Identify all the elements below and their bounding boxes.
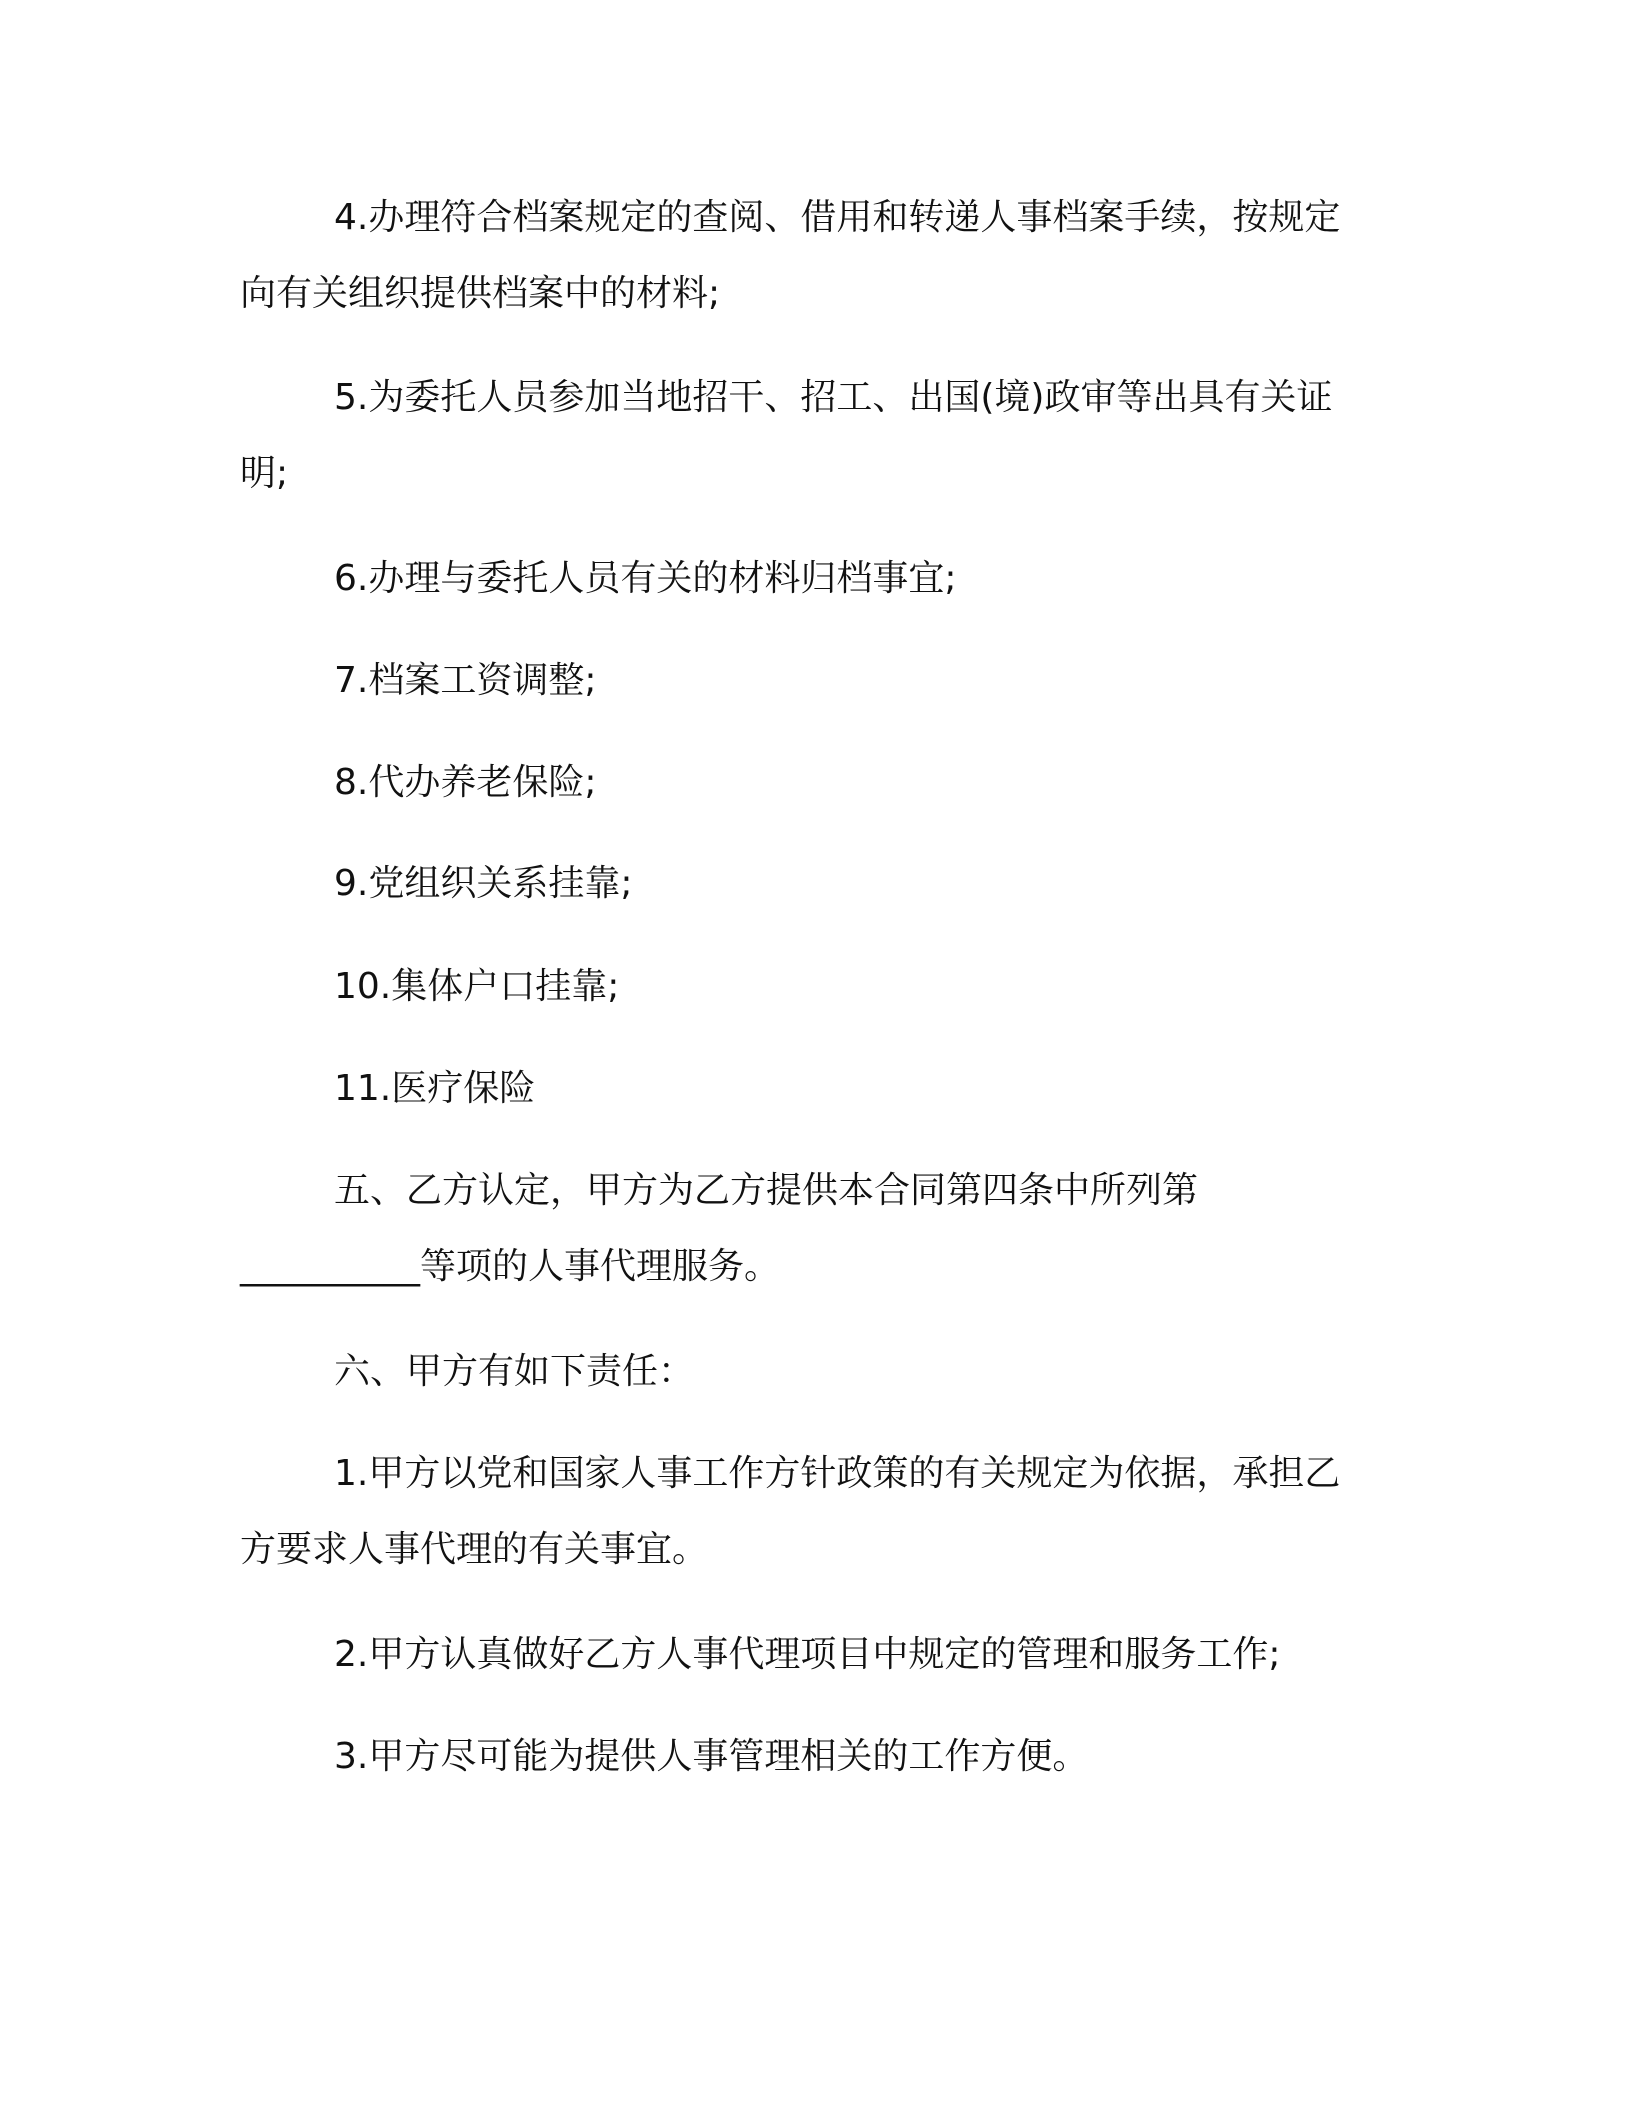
paragraph-line: 10.集体户口挂靠; bbox=[334, 966, 620, 1007]
paragraph-duty-3 bbox=[240, 1719, 1380, 1795]
paragraph-item-5 bbox=[240, 360, 1380, 512]
paragraph-line: 7.档案工资调整; bbox=[334, 660, 597, 701]
paragraph-item-11 bbox=[240, 1051, 1380, 1127]
paragraph-item-9 bbox=[240, 846, 1380, 922]
paragraph-line: 五、乙方认定，甲方为乙方提供本合同第四条中所列第 bbox=[334, 1170, 1199, 1211]
paragraph-item-4 bbox=[240, 180, 1380, 332]
paragraph-duty-1 bbox=[240, 1436, 1380, 1588]
paragraph-item-10 bbox=[240, 949, 1380, 1025]
paragraph-item-8 bbox=[240, 745, 1380, 821]
paragraph-duty-2 bbox=[240, 1617, 1380, 1693]
paragraph-line: 方要求人事代理的有关事宜。 bbox=[240, 1529, 709, 1570]
paragraph-line: 5.为委托人员参加当地招干、招工、出国(境)政审等出具有关证 bbox=[334, 377, 1333, 418]
paragraph-line: __________等项的人事代理服务。 bbox=[240, 1246, 781, 1287]
paragraph-item-7 bbox=[240, 643, 1380, 719]
paragraph-line: 11.医疗保险 bbox=[334, 1068, 536, 1109]
paragraph-line: 明; bbox=[240, 453, 289, 494]
paragraph-line: 2.甲方认真做好乙方人事代理项目中规定的管理和服务工作; bbox=[334, 1634, 1281, 1675]
paragraph-section-5 bbox=[240, 1153, 1380, 1305]
paragraph-line: 1.甲方以党和国家人事工作方针政策的有关规定为依据，承担乙 bbox=[334, 1453, 1341, 1494]
paragraph-line: 向有关组织提供档案中的材料; bbox=[240, 273, 721, 314]
paragraph-line: 8.代办养老保险; bbox=[334, 762, 597, 803]
paragraph-line: 4.办理符合档案规定的查阅、借用和转递人事档案手续，按规定 bbox=[334, 197, 1341, 238]
paragraph-item-6 bbox=[240, 541, 1380, 617]
paragraph-line: 9.党组织关系挂靠; bbox=[334, 863, 633, 904]
paragraph-section-6 bbox=[240, 1334, 1380, 1410]
paragraph-line: 3.甲方尽可能为提供人事管理相关的工作方便。 bbox=[334, 1736, 1089, 1777]
paragraph-line: 六、甲方有如下责任： bbox=[334, 1351, 695, 1392]
paragraph-line: 6.办理与委托人员有关的材料归档事宜; bbox=[334, 558, 957, 599]
